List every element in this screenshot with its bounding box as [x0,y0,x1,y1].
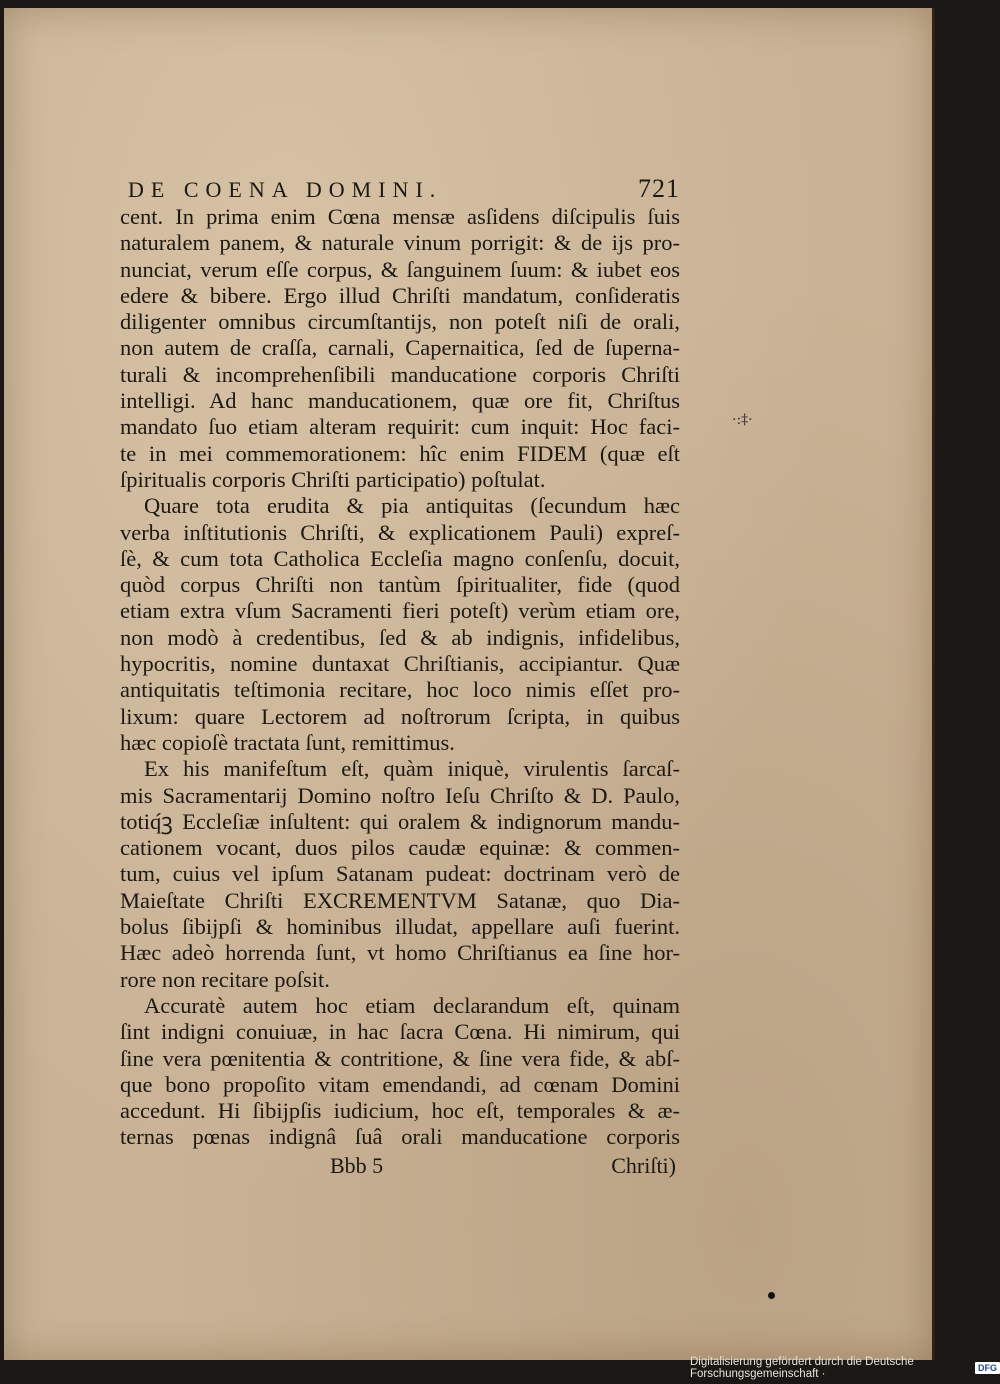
text-line: rore non recitare poſsit. [120,966,330,992]
digitization-credit [690,1356,1000,1380]
dfg-logo: DFG [975,1362,1000,1374]
text-line: accedunt. Hi ſibijpſis iudicium, hoc eſt, temporales & æ- [120,1098,680,1124]
text-line: verba inſtitutionis Chriſti, & explicationem Pauli) expreſ- [120,519,680,545]
text-line: que bono propoſito vitam emendandi, ad cœnam Domini [120,1071,680,1097]
text-line: quòd corpus Chriſti non tantùm ſpiritualiter, fide (quod [120,572,680,598]
text-line: diligenter omnibus circumſtantijs, non poteſt niſi de orali, [120,309,680,335]
text-line: ſè, & cum tota Catholica Eccleſia magno conſenſu, docuit, [120,545,680,571]
running-title: DE COENA DOMINI. [128,177,443,202]
text-line: ſine vera pœnitentia & contritione, & ſine vera fide, & abſ- [120,1045,680,1071]
text-line: Accuratè autem hoc etiam declarandum eſt, quinam [144,992,680,1018]
text-line: lixum: quare Lectorem ad noſtrorum ſcripta, in quibus [120,703,680,729]
text-line: mandato ſuo etiam alteram requirit: cum inquit: Hoc faci- [120,414,680,440]
text-line: tum, cuius vel ipſum Satanam pudeat: doctrinam verò de [120,861,680,887]
page-footer [120,1153,680,1181]
text-line: te in mei commemorationem: hîc enim FIDEM (quæ eſt [120,440,680,466]
text-line: naturalem panem, & naturale vinum porrigit: & de ijs pro- [120,230,680,256]
book-page [4,8,935,1360]
text-line: edere & bibere. Ergo illud Chriſti mandatum, conſideratis [120,282,680,308]
signature-mark: Bbb 5 [330,1152,384,1178]
text-line: Quare tota erudita & pia antiquitas (ſecundum hæc [144,493,680,519]
text-line: mis Sacramentarij Domino noſtro Ieſu Chriſto & D. Paulo, [120,782,680,808]
text-line: non modò à credentibus, ſed & ab indignis, infidelibus, [120,624,680,650]
text-line: etiam extra vſum Sacramenti fieri poteſt) verùm etiam ore, [120,598,680,624]
text-block [120,174,680,1181]
text-line: ſint indigni conuiuæ, in hac ſacra Cœna. Hi nimirum, qui [120,1019,680,1045]
text-line: nunciat, verum eſſe corpus, & ſanguinem ſuum: & iubet eos [120,256,680,282]
text-line: ternas pœnas indignâ ſuâ orali manducatione corporis [120,1124,680,1150]
text-line: Maieſtate Chriſti EXCREMENTVM Satanæ, quo Dia- [120,887,680,913]
text-line: turali & incomprehenſibili manducatione corporis Chriſti [120,361,680,387]
text-line: intelligi. Ad hanc manducationem, quæ ore fit, Chriſtus [120,388,680,414]
ink-dot [768,1292,775,1299]
text-line: bolus ſibijpſi & hominibus illudat, appellare auſi fuerint. [120,914,680,940]
text-line: Hæc adeò horrenda ſunt, vt homo Chriſtianus ea ſine hor- [120,940,680,966]
running-header [120,174,680,204]
text-line: Ex his manifeſtum eſt, quàm iniquè, virulentis ſarcaſ- [144,756,680,782]
text-line: hæc copioſè tractata ſunt, remittimus. [120,729,455,755]
text-line: totiq́ꝫ Eccleſiæ inſultent: qui oralem & indignorum mandu- [120,808,680,834]
text-line: hypocritis, nomine duntaxat Chriſtianis, accipiantur. Quæ [120,651,680,677]
page-number: 721 [638,174,680,203]
catchword: Chriſti) [611,1152,676,1178]
text-line: non autem de craſſa, carnali, Capernaitica, ſed de ſuperna- [120,335,680,361]
margin-ink-mark: ·:‡· [732,412,753,428]
text-line: antiquitatis teſtimonia recitare, hoc loco nimis eſſet pro- [120,677,680,703]
credit-text: Digitalisierung gefördert durch die Deutsche Forschungsgemeinschaft · [690,1356,914,1380]
text-line: cationem vocant, duos pilos caudæ equinæ: & commen- [120,835,680,861]
text-line: cent. In prima enim Cœna mensæ asſidens diſcipulis ſuis [120,204,680,229]
text-line: ſpiritualis corporis Chriſti participatio) poſtulat. [120,466,546,492]
